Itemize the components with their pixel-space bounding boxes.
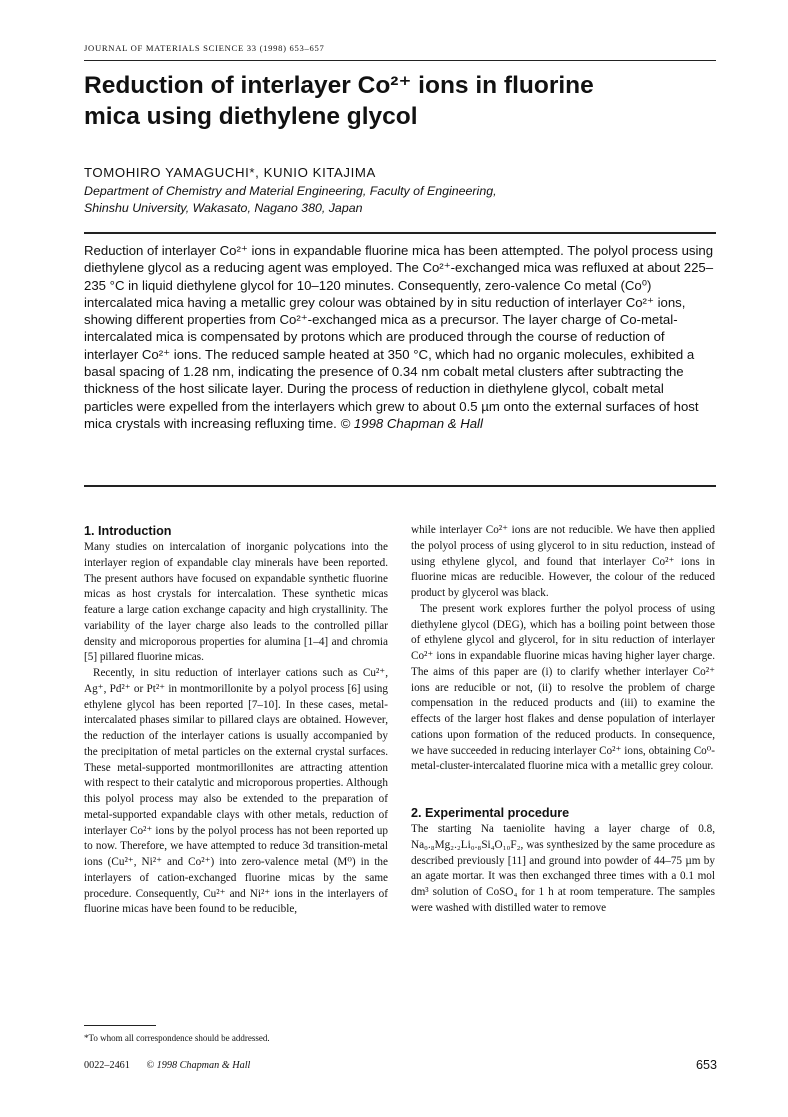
footnote: *To whom all correspondence should be addressed. (84, 1033, 270, 1043)
affiliation-line-2: Shinshu University, Wakasato, Nagano 380, Japan (84, 200, 363, 215)
abstract-top-rule (84, 232, 716, 234)
title-line-1: Reduction of interlayer Co²⁺ ions in fluorine (84, 72, 594, 99)
affiliation (84, 183, 724, 216)
abstract-text: Reduction of interlayer Co²⁺ ions in expandable fluorine mica has been attempted. The polyol process using diethylene glycol as a reducing agent was employed. The Co²⁺-exchanged mica was refluxed at about 225–235 °C in liquid diethylene glycol for 10–120 minutes. Consequently, zero-valence Co metal (Co⁰) intercalated mica having a metallic grey colour was obtained by in situ reduction of interlayer Co²⁺ ions, showing different properties from Co²⁺-exchanged mica as a precursor. The layer charge of Co-metal-intercalated mica is compensated by protons which are produced through the course of reduction of interlayer Co²⁺ ions. The reduced sample heated at 350 °C, which had no organic molecules, exhibited a basal spacing of 1.28 nm, indicating the presence of 0.34 nm cobalt metal clusters after subtracting the thickness of the host silicate layer. During the process of reduction in diethylene glycol, cobalt metal particles were expelled from the interlayers which grew to about 0.5 µm onto the external surfaces of host mica crystals with increasing refluxing time. (84, 243, 714, 431)
intro-paragraph-2: Recently, in situ reduction of interlayer cations such as Cu²⁺, Ag⁺, Pd²⁺ or Pt²⁺ in montmorillonite by a polyol process [6] using ethylene glycol has been reported [7–10]. In these cases, metal-intercalated phases similar to pillared clays are obtained. However, the reduction of the interlayer cations is usually accompanied by the precipitation of metal particles on the external crystal surfaces. These metal-supported montmorillonites are attracting attention with respect to their catalytic and microporous properties. Although this polyol process may also be extended to the preparation of metal-supported expandable clays with other metals, reduction of interlayer Co²⁺ ions by the polyol process has not been reported up to now. Therefore, we have attempted to reduce 3d transition-metal ions (Cu²⁺, Ni²⁺ and Co²⁺) into zero-valence metal (M⁰) in the interlayers of cation-exchanged fluorine micas by the same procedure. Consequently, Cu²⁺ and Ni²⁺ ions in the interlayers of fluorine micas have been found to be reducible, (84, 667, 388, 916)
intro-paragraph-3: while interlayer Co²⁺ ions are not reducible. We have then applied the polyol process of using glycerol to in situ reduction, instead of using ethylene glycol, and found that interlayer Co²⁺ ions in fluorine micas are reducible. However, the colour of the reduced product by glycerol was black. (411, 524, 715, 599)
page-footer (84, 1060, 250, 1071)
article-title (84, 70, 724, 132)
section-heading-experimental: 2. Experimental procedure (411, 806, 570, 820)
issn: 0022–2461 (84, 1060, 130, 1071)
right-column (411, 523, 715, 917)
affiliation-line-1: Department of Chemistry and Material Engineering, Faculty of Engineering, (84, 184, 497, 198)
section-gap (411, 775, 715, 805)
footnote-rule (84, 1025, 156, 1026)
abstract-bottom-rule (84, 485, 716, 487)
abstract (84, 242, 716, 432)
experimental-paragraph-1: The starting Na taeniolite having a layer charge of 0.8, Na₀.₈Mg₂.₂Li₀.₈Si₄O₁₀F₂, was synthesized by the same procedure as described previously [11] and ground into powder of 44–75 µm by an agate mortar. It was then exchanged three times with a 0.1 mol dm³ solution of CoSO₄ for 1 h at room temperature. The samples were washed with distilled water to remove (411, 823, 715, 914)
page-number: 653 (696, 1058, 718, 1072)
footer-copyright: © 1998 Chapman & Hall (146, 1060, 251, 1071)
section-heading-introduction: 1. Introduction (84, 524, 172, 538)
author-list: TOMOHIRO YAMAGUCHI*, KUNIO KITAJIMA (84, 165, 376, 180)
intro-paragraph-1: Many studies on intercalation of inorganic polycations into the interlayer region of expandable clay minerals have been reported. The present authors have focused on expandable synthetic fluorine micas as host crystals for intercalation. These synthetic micas feature a large cation exchange capacity and high crystallinity. The variability of the layer charge also leads to the controlled pillar density and microporous properties for alumina [1–4] and chromia [5] pillared fluorine micas. (84, 541, 388, 664)
journal-header: JOURNAL OF MATERIALS SCIENCE 33 (1998) 653–657 (84, 43, 325, 53)
left-column (84, 523, 388, 918)
intro-paragraph-4: The present work explores further the polyol process of using diethylene glycol (DEG), which has a boiling point between those of ethylene glycol and glycerol, for in situ reduction of interlayer Co²⁺ ions in expandable fluorine micas having higher layer charge. The aims of this paper are (i) to clarify whether interlayer Co²⁺ ions are reducible or not, (ii) to resolve the problem of charge compensation in the reduced products and (iii) to examine the effects of the larger host flakes and dense population of interlayer cations upon formation of the reduced products. In consequence, we have succeeded in reducing interlayer Co²⁺ ions, obtaining Co⁰-metal-cluster-intercalated fluorine mica with a metallic grey colour. (411, 602, 715, 773)
abstract-copyright: © 1998 Chapman & Hall (340, 415, 483, 431)
title-line-2: mica using diethylene glycol (84, 103, 418, 130)
header-rule (84, 60, 716, 61)
